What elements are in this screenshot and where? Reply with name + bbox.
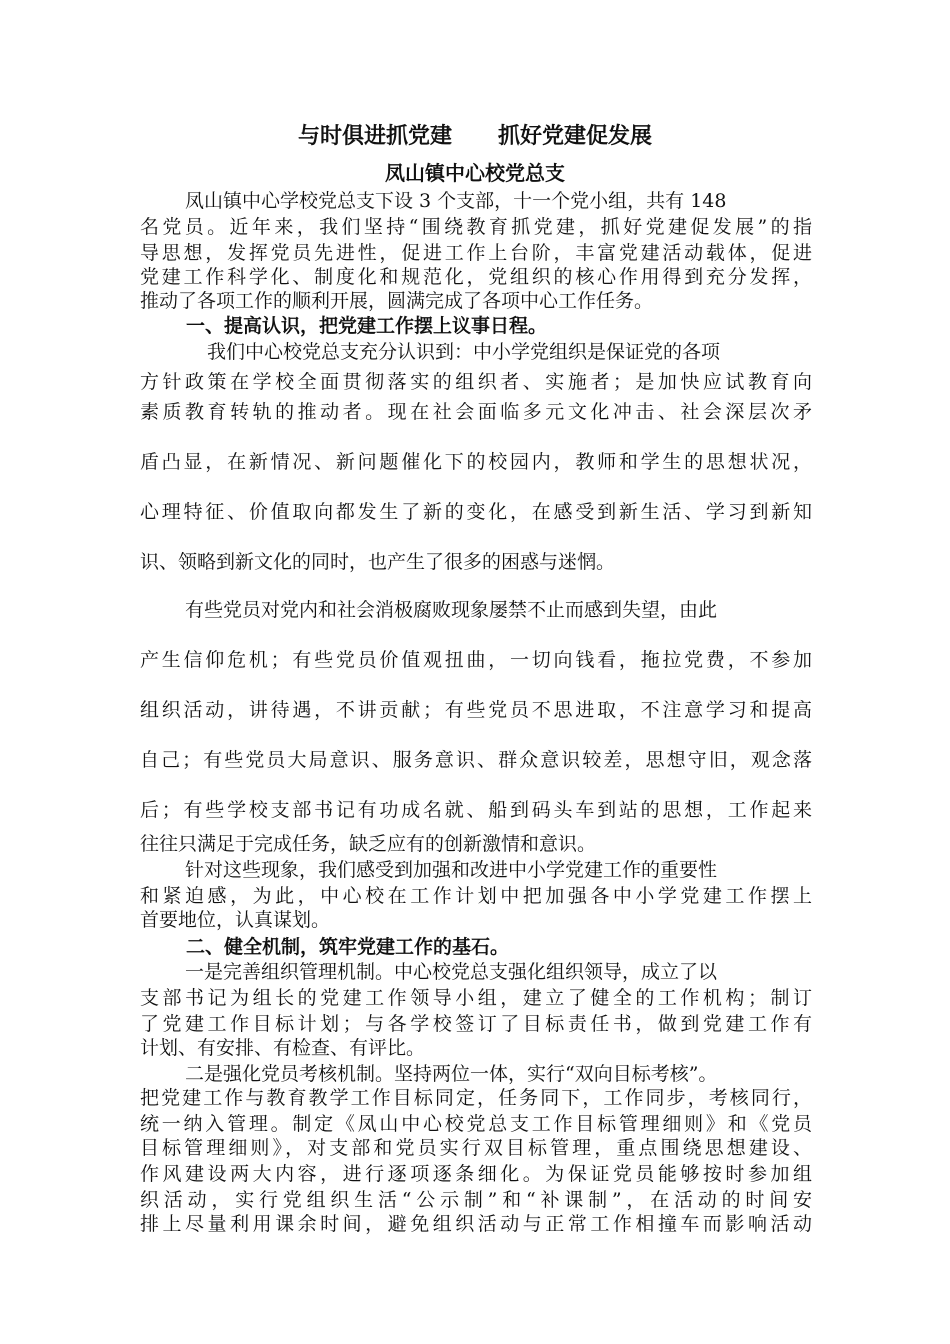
paragraph-line: 了党建工作目标计划；与各学校签订了目标责任书，做到党建工作有 — [140, 1013, 812, 1035]
paragraph-line: 一是完善组织管理机制。中心校党总支强化组织领导，成立了以 — [185, 961, 718, 983]
paragraph-line: 支部书记为组长的党建工作领导小组，建立了健全的工作机构；制订 — [140, 987, 812, 1009]
paragraph-line: 针对这些现象，我们感受到加强和改进中小学党建工作的重要性 — [185, 859, 718, 881]
paragraph-line: 往往只满足于完成任务，缺乏应有的创新激情和意识。 — [140, 833, 597, 855]
paragraph-line: 名党员。近年来，我们坚持“围绕教育抓党建，抓好党建促发展”的指 — [140, 216, 812, 238]
paragraph-line: 织活动，实行党组织生活“公示制”和“补课制”，在活动的时间安 — [140, 1189, 812, 1211]
paragraph-line: 把党建工作与教育教学工作目标同定，任务同下，工作同步，考核同行， — [140, 1087, 812, 1109]
document-author: 凤山镇中心校党总支 — [385, 161, 565, 185]
paragraph-line: 素质教育转轨的推动者。现在社会面临多元文化冲击、社会深层次矛 — [140, 401, 812, 423]
paragraph-line: 产生信仰危机；有些党员价值观扭曲，一切向钱看，拖拉党费，不参加 — [140, 649, 812, 671]
section-heading-1: 一、提高认识，把党建工作摆上议事日程。 — [186, 315, 548, 337]
paragraph-line: 导思想，发挥党员先进性，促进工作上台阶，丰富党建活动载体，促进 — [140, 242, 812, 264]
paragraph-line: 有些党员对党内和社会消极腐败现象屡禁不止而感到失望，由此 — [185, 599, 718, 621]
section-heading-2: 二、健全机制，筑牢党建工作的基石。 — [186, 936, 510, 958]
paragraph-line: 盾凸显，在新情况、新问题催化下的校园内，教师和学生的思想状况， — [140, 451, 812, 473]
paragraph-line: 推动了各项工作的顺利开展，圆满完成了各项中心工作任务。 — [140, 290, 654, 312]
paragraph-line: 首要地位，认真谋划。 — [140, 909, 331, 931]
paragraph-line: 凤山镇中心学校党总支下设 3 个支部，十一个党小组，共有 148 — [185, 190, 727, 212]
paragraph-line: 作风建设两大内容，进行逐项逐条细化。为保证党员能够按时参加组 — [140, 1163, 812, 1185]
paragraph-line: 我们中心校党总支充分认识到：中小学党组织是保证党的各项 — [207, 341, 721, 363]
paragraph-line: 识、领略到新文化的同时，也产生了很多的困惑与迷惘。 — [140, 551, 616, 573]
paragraph-line: 目标管理细则》，对支部和党员实行双目标管理，重点围绕思想建设、 — [140, 1137, 812, 1159]
paragraph-line: 二是强化党员考核机制。坚持两位一体，实行“双向目标考核”。 — [185, 1063, 718, 1085]
paragraph-line: 统一纳入管理。制定《凤山中心校党总支工作目标管理细则》和《党员 — [140, 1113, 812, 1135]
paragraph-line: 自己；有些党员大局意识、服务意识、群众意识较差，思想守旧，观念落 — [140, 749, 812, 771]
paragraph-line: 心理特征、价值取向都发生了新的变化，在感受到新生活、学习到新知 — [140, 501, 812, 523]
paragraph-line: 组织活动，讲待遇，不讲贡献；有些党员不思进取，不注意学习和提高 — [140, 699, 812, 721]
paragraph-line: 后；有些学校支部书记有功成名就、船到码头车到站的思想，工作起来 — [140, 799, 812, 821]
paragraph-line: 党建工作科学化、制度化和规范化，党组织的核心作用得到充分发挥， — [140, 266, 812, 288]
paragraph-line: 排上尽量利用课余时间，避免组织活动与正常工作相撞车而影响活动 — [140, 1213, 812, 1235]
paragraph-line: 和紧迫感，为此，中心校在工作计划中把加强各中小学党建工作摆上 — [140, 885, 812, 907]
document-title: 与时俱进抓党建 抓好党建促发展 — [298, 124, 652, 149]
paragraph-line: 方针政策在学校全面贯彻落实的组织者、实施者；是加快应试教育向 — [140, 371, 812, 393]
paragraph-line: 计划、有安排、有检查、有评比。 — [140, 1037, 426, 1059]
